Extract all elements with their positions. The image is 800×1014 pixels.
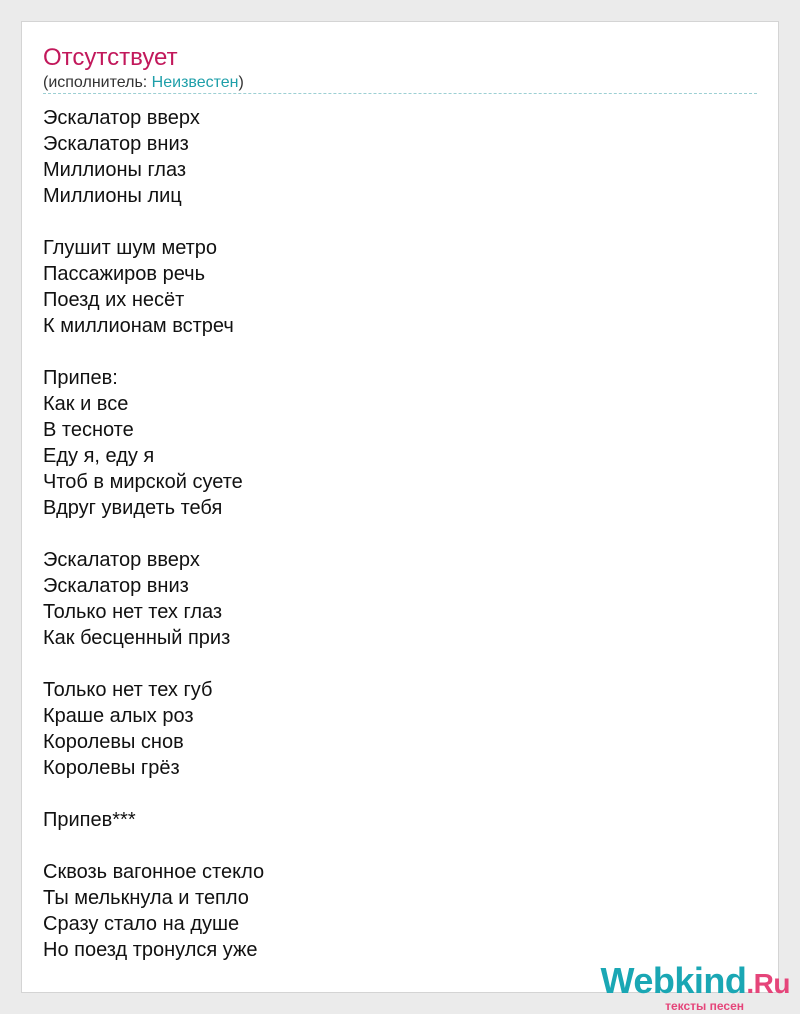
lyric-line: Глушит шум метро [43,237,218,259]
lyric-line: Эскалатор вверх [43,549,200,571]
stanza-break [43,833,264,859]
lyric-line: Королевы снов [43,731,184,753]
lyric-line: Пассажиров речь [43,263,206,285]
lyric-line: Ты мелькнула и тепло [43,887,249,909]
lyrics-text [43,105,264,963]
lyrics-card [21,21,779,993]
lyric-line: Сквозь вагонное стекло [43,861,265,883]
lyric-line: Еду я, еду я [43,445,155,467]
lyric-line: Сразу стало на душе [43,913,240,935]
lyric-line: Вдруг увидеть тебя [43,497,223,519]
lyric-line: Как и все [43,393,129,415]
lyric-line: Эскалатор вниз [43,575,189,597]
lyric-line: Королевы грёз [43,757,180,779]
artist-suffix: ) [238,74,244,91]
logo-wordmark [600,960,790,1002]
lyric-line: Поезд их несёт [43,289,185,311]
lyric-line: Как бесценный приз [43,627,231,649]
lyric-line: В тесноте [43,419,134,441]
lyric-line: К миллионам встреч [43,315,234,337]
lyric-line: Припев*** [43,809,136,831]
lyric-line: Только нет тех глаз [43,601,223,623]
title-divider [43,93,757,94]
artist-line [43,74,244,92]
lyric-line: Припев: [43,367,118,389]
lyric-line: Эскалатор вверх [43,107,200,129]
logo-brand: Webkind [600,960,747,1001]
lyric-line: Эскалатор вниз [43,133,189,155]
song-title: Отсутствует [43,44,178,71]
stanza-break [43,651,264,677]
stanza-break [43,339,264,365]
lyric-line: Только нет тех губ [43,679,213,701]
artist-prefix: (исполнитель: [43,74,152,91]
stanza-break [43,209,264,235]
site-logo[interactable] [600,960,790,1013]
stanza-break [43,781,264,807]
logo-tagline: тексты песен [665,999,744,1013]
stanza-break [43,521,264,547]
lyric-line: Чтоб в мирской суете [43,471,243,493]
artist-link[interactable]: Неизвестен [151,74,239,91]
lyric-line: Краше алых роз [43,705,194,727]
lyric-line: Миллионы лиц [43,185,182,207]
logo-tld: .Ru [746,968,790,999]
lyric-line: Миллионы глаз [43,159,187,181]
lyric-line: Но поезд тронулся уже [43,939,258,961]
